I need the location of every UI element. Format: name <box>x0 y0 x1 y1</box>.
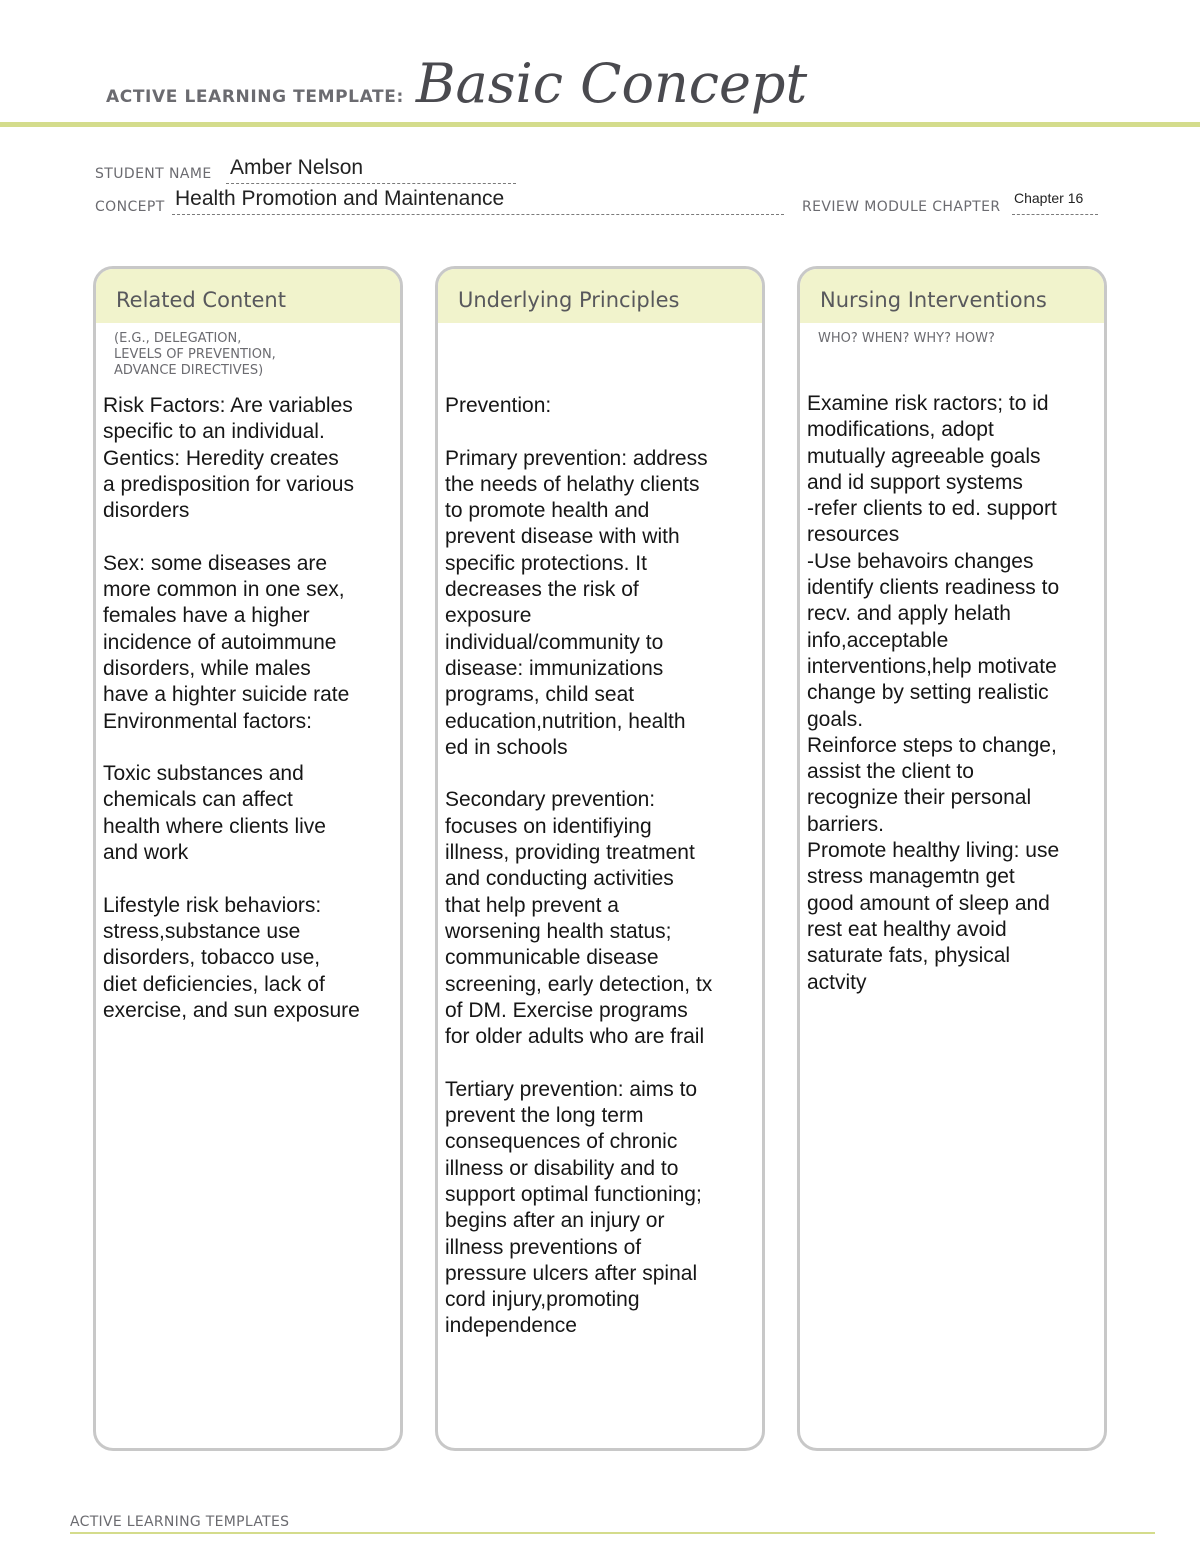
review-module-chapter-field[interactable]: Chapter 16 <box>1014 190 1084 206</box>
related-content-hint: (E.G., DELEGATION, LEVELS OF PREVENTION, ADVANCE DIRECTIVES) <box>114 331 276 378</box>
template-label: ACTIVE LEARNING TEMPLATE: <box>106 87 404 107</box>
concept-label: CONCEPT <box>95 199 165 215</box>
underlying-principles-heading: Underlying Principles <box>438 269 762 323</box>
related-content-text[interactable]: Risk Factors: Are variables specific to an individual. Gentics: Heredity creates a predisposition for various disorders Sex: some diseases are more common in one sex, females have a higher incidence of autoimmune disorders, while males have a highter suicide rate Environmental factors: Toxic substances and chemicals can affect health where clients live and work Lifestyle risk behaviors: stress,substance use disorders, tobacco use, diet deficiencies, lack of exercise, and sun exposure <box>103 394 360 1022</box>
underlying-principles-text[interactable]: Prevention: Primary prevention: address the needs of helathy clients to promote health and prevent disease with with specific protections. It decreases the risk of exposure individual/community to disease: immunizations programs, child seat education,nutrition, health ed in schools Secondary prevention: focuses on identifiying illness, providing treatment and conducting activities that help prevent a worsening health status; communicable disease screening, early detection, tx of DM. Exercise programs for older adults who are frail Tertiary prevention: aims to prevent the long term consequences of chronic illness or disability and to support optimal functioning; begins after an injury or illness preventions of pressure ulcers after spinal cord injury,promoting independence <box>445 394 713 1338</box>
nursing-interventions-heading: Nursing Interventions <box>800 269 1104 323</box>
template-header <box>106 52 807 122</box>
student-name-label: STUDENT NAME <box>95 166 212 182</box>
student-name-field[interactable]: Amber Nelson <box>230 156 364 179</box>
nursing-interventions-text[interactable]: Examine risk ractors; to id modifications, adopt mutually agreeable goals and id support systems -refer clients to ed. support resources -Use behavoirs changes identify clients readiness to recv. and apply helath info,acceptable interventions,help motivate change by setting realistic goals. Reinforce steps to change, assist the client to recognize their personal barriers. Promote healthy living: use stress managemtn get good amount of sleep and rest eat healthy avoid saturate fats, physical actvity <box>807 392 1060 994</box>
student-name-line <box>226 183 516 184</box>
review-module-chapter-line <box>1012 214 1098 215</box>
footer-divider <box>70 1532 1155 1534</box>
review-module-chapter-label: REVIEW MODULE CHAPTER <box>802 199 1001 215</box>
concept-field[interactable]: Health Promotion and Maintenance <box>175 187 505 210</box>
nursing-interventions-hint: WHO? WHEN? WHY? HOW? <box>818 331 995 346</box>
page-title: Basic Concept <box>415 52 808 115</box>
related-content-panel <box>93 266 403 1451</box>
nursing-interventions-panel <box>797 266 1107 1451</box>
concept-line <box>172 214 784 215</box>
header-divider <box>0 122 1200 127</box>
underlying-principles-panel <box>435 266 765 1451</box>
underlying-principles-hint <box>438 323 762 331</box>
related-content-heading: Related Content <box>96 269 400 323</box>
footer-label: ACTIVE LEARNING TEMPLATES <box>70 1514 290 1530</box>
